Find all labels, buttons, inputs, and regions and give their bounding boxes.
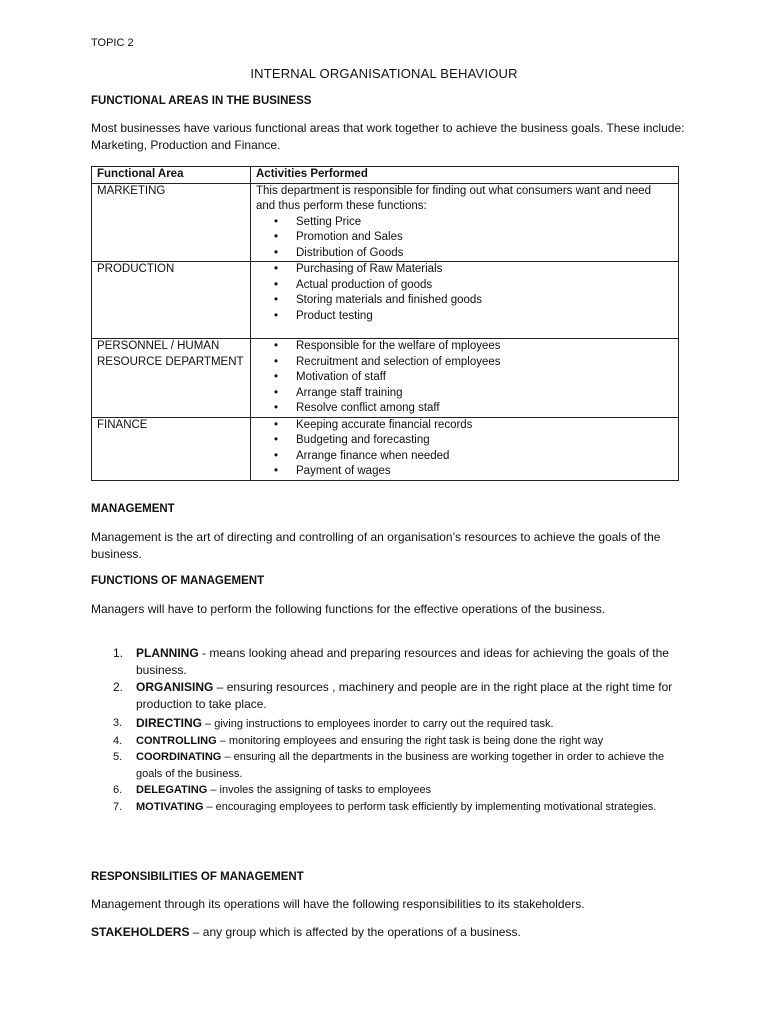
list-item: [91, 679, 681, 713]
function-term: DIRECTING: [136, 716, 202, 730]
list-number: 4.: [113, 734, 123, 747]
list-item: • Setting Price: [296, 215, 673, 231]
table-header-activities: Activities Performed: [251, 167, 679, 184]
list-item: • Product testing: [296, 309, 673, 325]
function-description: encouraging employees to perform task efficiently by implementing motivational strategies.: [215, 800, 657, 813]
function-term: PLANNING: [136, 646, 199, 660]
list-item: • Keeping accurate financial records: [296, 418, 673, 434]
activities-description: This department is responsible for finding out what consumers want and need and thus perform these functions:: [256, 184, 652, 212]
activities-cell: [251, 339, 679, 418]
function-separator: –: [213, 680, 227, 694]
responsibilities-intro: Management through its operations will have the following responsibilities to its stakeholders.: [91, 897, 585, 911]
list-number: 7.: [113, 800, 123, 813]
list-item: • Promotion and Sales: [296, 230, 673, 246]
function-description: ensuring all the departments in the business are working together in order to achieve the goals of the business.: [136, 751, 665, 780]
function-term: ORGANISING: [136, 680, 214, 694]
heading-functions-of-management: FUNCTIONS OF MANAGEMENT: [91, 575, 265, 587]
document-title: INTERNAL ORGANISATIONAL BEHAVIOUR: [250, 66, 518, 81]
list-number: 6.: [113, 784, 123, 796]
stakeholders-term: STAKEHOLDERS: [91, 925, 190, 939]
activities-cell: [251, 183, 679, 262]
functions-list: [91, 645, 681, 815]
list-item: [91, 749, 681, 782]
stakeholders-text: – any group which is affected by the operations of a business.: [189, 925, 521, 939]
activities-list: [256, 215, 673, 262]
list-item: • Purchasing of Raw Materials: [296, 262, 673, 278]
table-row: [92, 339, 679, 418]
function-separator: –: [216, 734, 229, 747]
heading-responsibilities: RESPONSIBILITIES OF MANAGEMENT: [91, 871, 304, 883]
list-item: [91, 645, 681, 679]
functional-areas-table: [91, 166, 679, 481]
list-item: • Motivation of staff: [296, 370, 673, 386]
activities-cell: [251, 417, 679, 480]
list-item: • Responsible for the welfare of mployees: [296, 339, 673, 355]
function-term: CONTROLLING: [136, 734, 217, 747]
function-description: giving instructions to employees inorder to carry out the required task.: [214, 718, 554, 730]
list-item: [91, 782, 681, 799]
list-item: • Payment of wages: [296, 464, 673, 480]
list-number: 3.: [113, 717, 123, 729]
function-separator: –: [221, 751, 234, 763]
functions-intro: Managers will have to perform the following functions for the effective operations of the business.: [91, 602, 606, 616]
list-item: • Budgeting and forecasting: [296, 433, 673, 449]
area-name: MARKETING: [92, 183, 251, 262]
list-item: • Actual production of goods: [296, 278, 673, 294]
area-name: PRODUCTION: [92, 262, 251, 339]
function-description: ensuring resources , machinery and people are in the right place at the right time for production to take place.: [136, 680, 673, 711]
list-item: • Distribution of Goods: [296, 246, 673, 262]
activities-list: [256, 418, 673, 480]
activities-list: [256, 339, 673, 417]
activities-cell: [251, 262, 679, 339]
list-item: • Arrange staff training: [296, 386, 673, 402]
stakeholders-definition: [91, 924, 691, 941]
table-row: [92, 183, 679, 262]
table-header-functional-area: Functional Area: [92, 167, 251, 184]
function-separator: –: [202, 718, 215, 730]
list-number: 2.: [113, 680, 124, 694]
function-term: DELEGATING: [136, 784, 208, 796]
function-separator: –: [203, 800, 216, 813]
heading-functional-areas: FUNCTIONAL AREAS IN THE BUSINESS: [91, 95, 312, 107]
management-definition: Management is the art of directing and controlling of an organisation’s resources to achieve the goals of the business.: [91, 530, 661, 561]
list-item: • Resolve conflict among staff: [296, 401, 673, 417]
list-number: 1.: [113, 646, 124, 660]
activities-list: [256, 262, 673, 324]
function-description: means looking ahead and preparing resources and ideas for achieving the goals of the business.: [136, 646, 669, 677]
functional-areas-intro: Most businesses have various functional areas that work together to achieve the business goals. These include: Marketing, Production and Finance.: [91, 121, 685, 152]
table-row: [92, 262, 679, 339]
function-term: COORDINATING: [136, 751, 222, 763]
table-row: [92, 417, 679, 480]
heading-management: MANAGEMENT: [91, 503, 175, 515]
list-item: [91, 715, 681, 733]
function-term: MOTIVATING: [136, 800, 204, 813]
topic-label: TOPIC 2: [91, 37, 134, 49]
area-name: PERSONNEL / HUMAN RESOURCE DEPARTMENT: [92, 339, 251, 418]
function-separator: -: [198, 646, 210, 660]
table-header-row: [92, 167, 679, 184]
function-separator: –: [207, 784, 220, 796]
area-name: FINANCE: [92, 417, 251, 480]
list-item: [91, 799, 681, 816]
list-item: • Storing materials and finished goods: [296, 293, 673, 309]
function-description: monitoring employees and ensuring the right task is being done the right way: [228, 734, 604, 747]
list-number: 5.: [113, 751, 123, 763]
function-description: involes the assigning of tasks to employees: [219, 784, 432, 796]
list-item: [91, 733, 681, 750]
list-item: • Recruitment and selection of employees: [296, 355, 673, 371]
list-item: • Arrange finance when needed: [296, 449, 673, 465]
